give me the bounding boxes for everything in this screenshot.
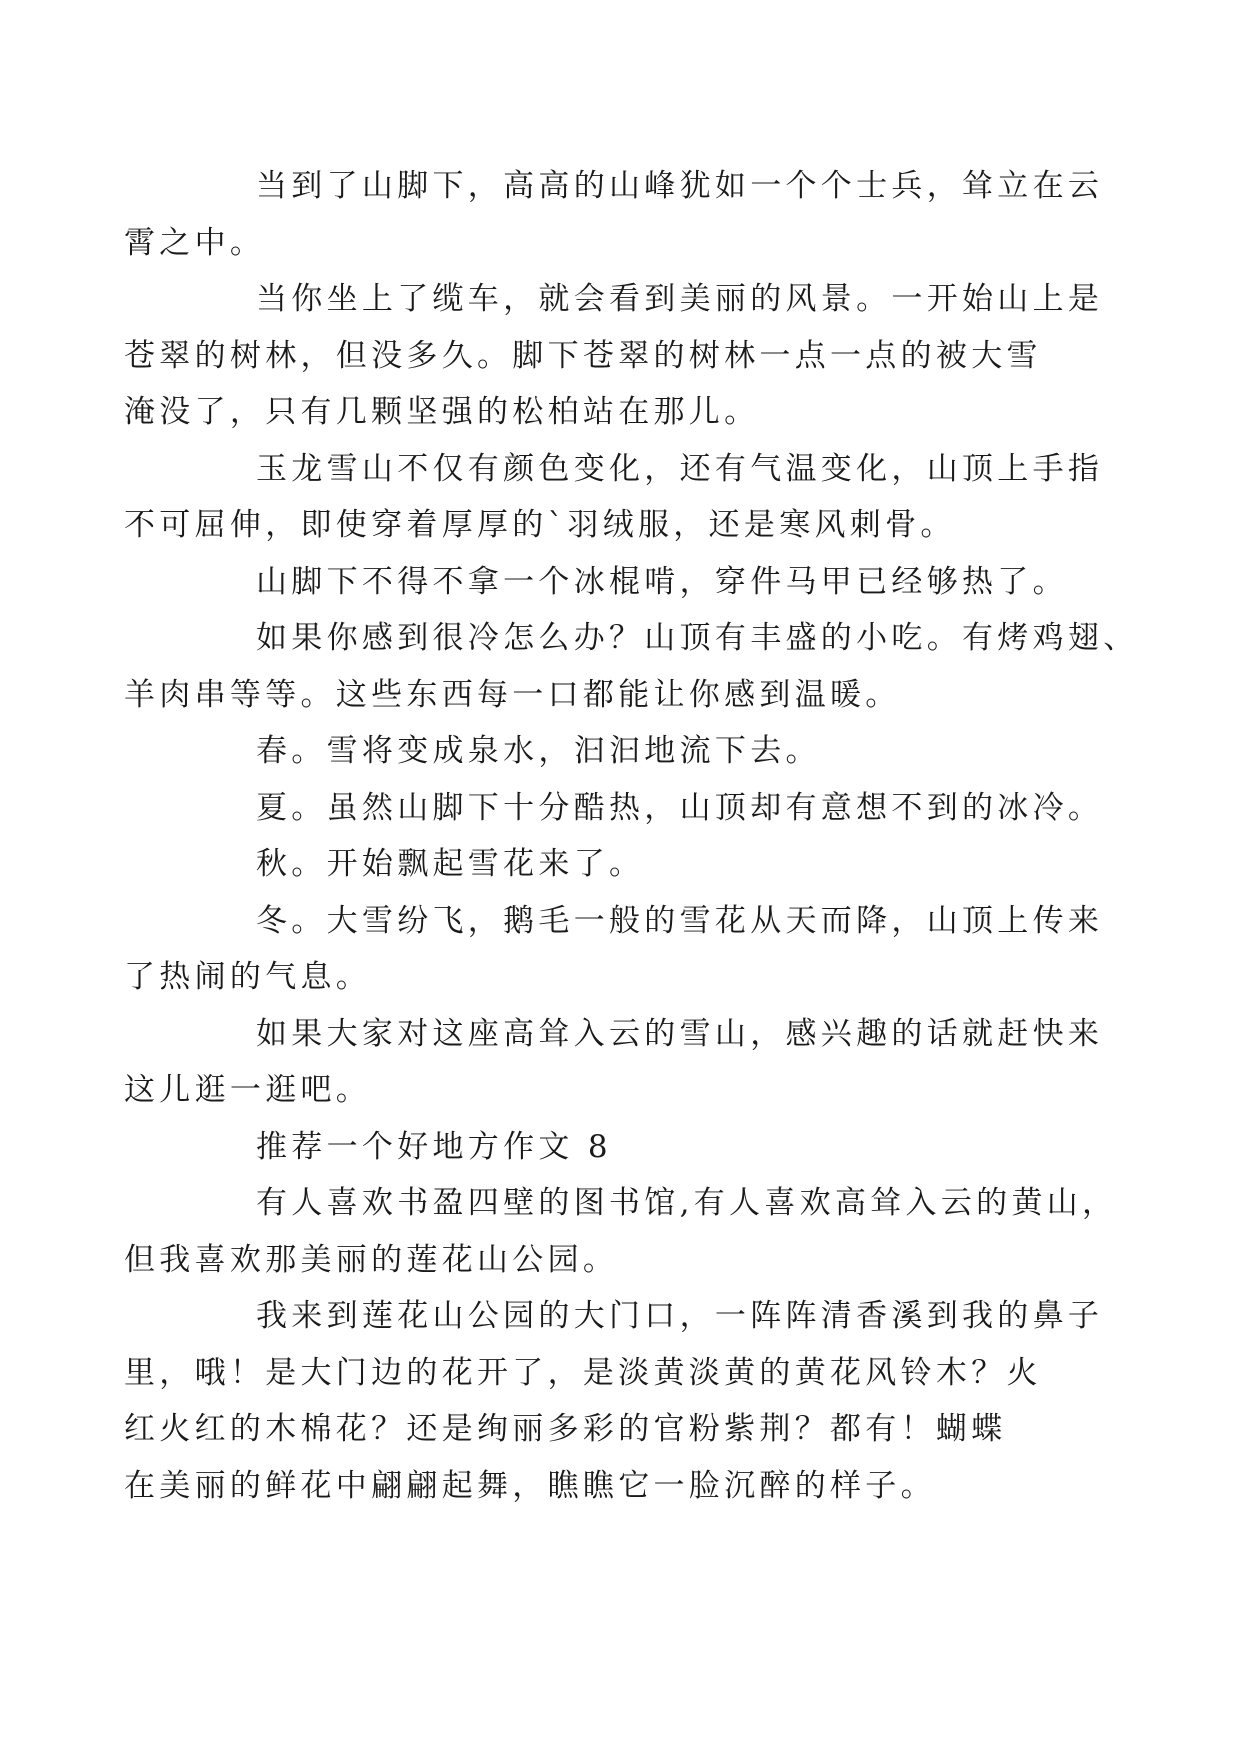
paragraph-p12 [124, 1175, 1118, 1288]
paragraph-p1 [124, 158, 1104, 271]
text-line: 苍翠的树林，但没多久。脚下苍翠的树林一点一点的被大雪 [124, 337, 1042, 374]
text-line: 当到了山脚下，高高的山峰犹如一个个士兵，耸立在云 [256, 168, 1104, 204]
text-line: 秋。开始飘起雪花来了。 [256, 846, 645, 882]
paragraph-p7 [190, 780, 1104, 837]
paragraph-p5 [124, 610, 1139, 723]
paragraph-p4 [190, 554, 1068, 611]
text-line: 山脚下不得不拿一个冰棍啃，穿件马甲已经够热了。 [256, 563, 1068, 600]
paragraph-p9 [124, 893, 1104, 1006]
text-line: 里，哦！是大门边的花开了，是淡黄淡黄的黄花风铃木？火 [124, 1354, 1042, 1391]
paragraph-p3 [124, 441, 1104, 554]
paragraph-p8 [190, 836, 1060, 893]
text-line: 如果你感到很冷怎么办？山顶有丰盛的小吃。有烤鸡翅、 [256, 620, 1139, 656]
text-line: 羊肉串等等。这些东西每一口都能让你感到温暖。 [124, 676, 901, 713]
text-line: 了热闹的气息。 [124, 959, 372, 995]
text-line: 淹没了，只有几颗坚强的松柏站在那儿。 [124, 394, 760, 430]
text-line: 如果大家对这座高耸入云的雪山，感兴趣的话就赶快来 [256, 1015, 1104, 1052]
paragraph-p6 [190, 723, 1060, 780]
text-line: 不可屈伸，即使穿着厚厚的`羽绒服，还是寒风刺骨。 [124, 507, 956, 543]
text-line: 红火红的木棉花？还是绚丽多彩的官粉紫荆？都有！蝴蝶 [124, 1411, 1007, 1447]
text-line: 春。雪将变成泉水，汩汩地流下去。 [256, 733, 821, 769]
paragraph-p10 [124, 1006, 1104, 1119]
text-line: 玉龙雪山不仅有颜色变化，还有气温变化，山顶上手指 [256, 450, 1104, 487]
section-heading [190, 1119, 1060, 1176]
document-body [124, 158, 1139, 1514]
text-line: 推荐一个好地方作文 8 [256, 1128, 612, 1165]
text-line: 但我喜欢那美丽的莲花山公园。 [124, 1241, 619, 1278]
paragraph-p2 [124, 271, 1104, 441]
text-line: 霄之中。 [124, 224, 266, 261]
text-line: 当你坐上了缆车，就会看到美丽的风景。一开始山上是 [256, 281, 1104, 317]
text-line: 这儿逛一逛吧。 [124, 1072, 372, 1108]
text-line: 有人喜欢书盈四壁的图书馆,有人喜欢高耸入云的黄山， [256, 1185, 1118, 1221]
text-line: 我来到莲花山公园的大门口，一阵阵清香溪到我的鼻子 [256, 1298, 1104, 1334]
paragraph-p13 [124, 1288, 1104, 1514]
text-line: 冬。大雪纷飞，鹅毛一般的雪花从天而降，山顶上传来 [256, 902, 1104, 939]
text-line: 在美丽的鲜花中翩翩起舞，瞧瞧它一脸沉醉的样子。 [124, 1467, 936, 1504]
text-line: 夏。虽然山脚下十分酷热，山顶却有意想不到的冰冷。 [256, 789, 1104, 826]
